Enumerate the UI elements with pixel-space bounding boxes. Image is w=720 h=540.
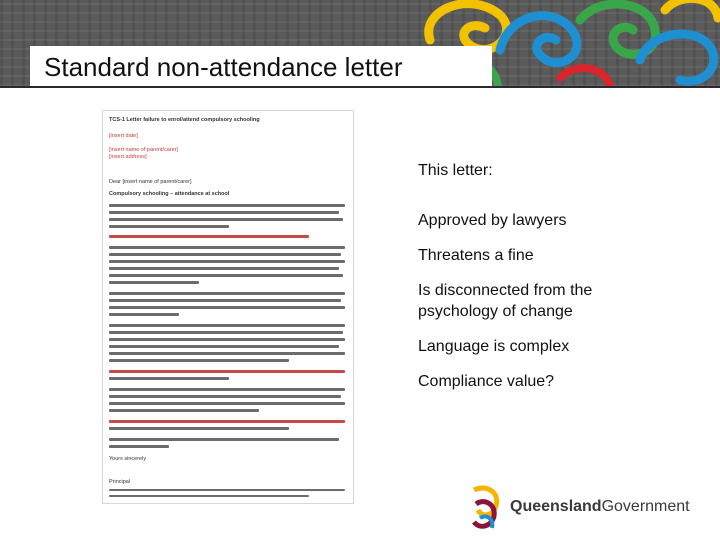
letter-text-line: [109, 395, 341, 398]
letter-text-line: [109, 359, 289, 362]
bullet-list: [418, 160, 708, 392]
bullet-item: Language is complex: [418, 338, 570, 355]
letter-text-line: [109, 253, 341, 256]
letter-heading: TCS-1 Letter failure to enrol/attend compulsory schooling: [109, 117, 260, 123]
letter-insert-date: [insert date]: [109, 133, 138, 139]
bullet-item: Approved by lawyers: [418, 212, 567, 229]
bullet-intro: This letter:: [418, 162, 493, 179]
letter-signature: Principal: [109, 479, 131, 485]
title-divider: [0, 86, 720, 88]
letter-text-line: [109, 292, 345, 295]
bullet-item: Is disconnected from the: [418, 282, 593, 299]
letter-text-line: [109, 445, 169, 448]
letter-text-line: [109, 313, 179, 316]
letter-salutation: Dear [insert name of parent/carer]: [109, 179, 192, 185]
letter-text-line: [109, 274, 343, 277]
letter-image: [102, 110, 354, 504]
letter-text-line: [109, 370, 345, 373]
letter-insert-address: [insert address]: [109, 154, 147, 160]
letter-text-line: [109, 345, 339, 348]
letter-footer-line: [109, 495, 309, 497]
letter-text-line: [109, 420, 345, 423]
letter-text-line: [109, 246, 345, 249]
letter-text-line: [109, 281, 199, 284]
letter-text-line: [109, 204, 345, 207]
letter-text-line: [109, 388, 345, 391]
letter-footer-line: [109, 489, 345, 491]
logo-brand-light: Government: [601, 498, 690, 515]
bullet-item: Threatens a fine: [418, 247, 534, 264]
letter-subject: Compulsory schooling – attendance at school: [109, 191, 230, 197]
letter-text-line: [109, 352, 345, 355]
letter-text-line: [109, 218, 343, 221]
letter-text-line: [109, 402, 345, 405]
queensland-government-logo: [466, 482, 696, 534]
letter-text-line: [109, 331, 343, 334]
letter-text-line: [109, 306, 345, 309]
bullet-item-continued: psychology of change: [418, 303, 573, 320]
letter-text-line: [109, 427, 289, 430]
letter-text-line: [109, 299, 341, 302]
letter-text-line: [109, 260, 345, 263]
logo-wordmark: [510, 498, 690, 516]
bullet-item: Compliance value?: [418, 373, 555, 390]
letter-text-line: [109, 324, 345, 327]
logo-brand-bold: Queensland: [510, 498, 602, 515]
crest-icon: [466, 482, 506, 534]
letter-insert-parent: [insert name of parent/carer]: [109, 147, 179, 153]
letter-text-line: [109, 338, 345, 341]
letter-text-line: [109, 235, 309, 238]
letter-text-line: [109, 225, 229, 228]
letter-text-line: [109, 377, 229, 380]
letter-text-line: [109, 267, 339, 270]
slide-title: Standard non-attendance letter: [44, 52, 403, 82]
letter-text-line: [109, 438, 339, 441]
letter-closing: Yours sincerely: [109, 456, 147, 462]
letter-text-line: [109, 409, 259, 412]
letter-text-line: [109, 211, 339, 214]
